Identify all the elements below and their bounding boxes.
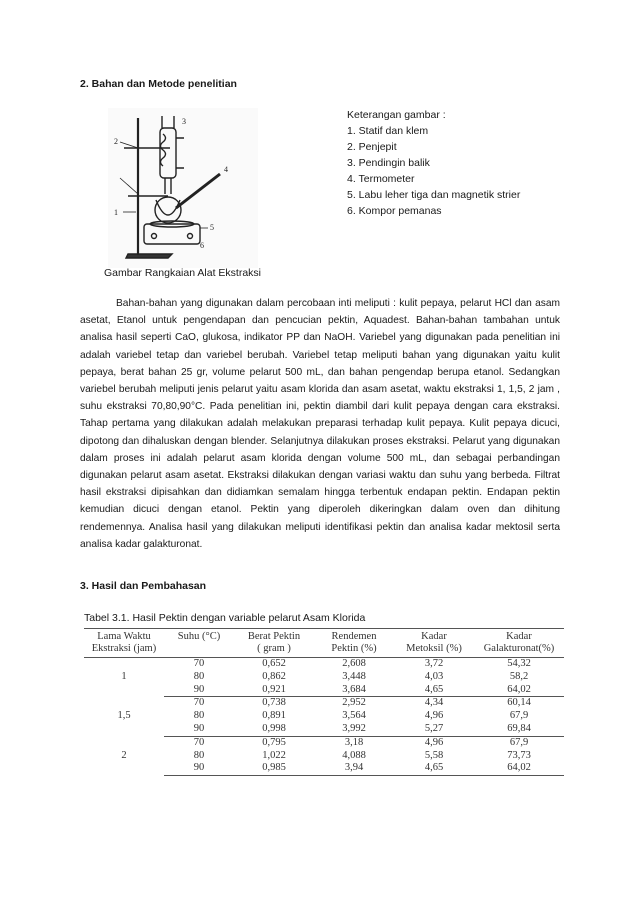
- header-methoxyl: Kadar Metoksil (%): [394, 629, 474, 658]
- cell-methoxyl: 4,03: [424, 670, 444, 682]
- cell-temp: 80: [193, 749, 205, 761]
- cell-galacturonic: 73,73: [507, 749, 531, 761]
- cell-methoxyl: 4,96: [424, 710, 444, 722]
- cell-weight: 0,985: [234, 762, 314, 775]
- table-row: [84, 658, 564, 671]
- figure-label-1: 1: [114, 208, 118, 217]
- legend-item: 4. Termometer: [347, 173, 415, 185]
- results-table: [84, 628, 564, 776]
- legend-item: 3. Pendingin balik: [347, 157, 430, 169]
- cell-yield: 3,94: [314, 762, 394, 775]
- legend-item: 2. Penjepit: [347, 141, 397, 153]
- cell-time: 2: [121, 749, 127, 761]
- header-temp: Suhu (°C): [164, 629, 234, 658]
- cell-weight: 0,891: [262, 710, 286, 722]
- figure-legend: [347, 107, 607, 219]
- cell-temp: 80: [193, 670, 205, 682]
- cell-methoxyl: 5,58: [424, 749, 444, 761]
- header-weight: Berat Pektin ( gram ): [234, 629, 314, 658]
- figure-label-5: 5: [210, 223, 214, 232]
- cell-temp: 70: [193, 658, 205, 669]
- figure-label-3: 3: [182, 117, 186, 126]
- table-row: [84, 697, 564, 710]
- cell-yield: 3,18: [344, 736, 364, 748]
- cell-galacturonic: 64,02: [474, 684, 564, 697]
- cell-weight: 0,795: [262, 736, 286, 748]
- cell-temp: 90: [164, 723, 234, 736]
- legend-item: 1. Statif dan klem: [347, 125, 429, 137]
- cell-temp: 80: [193, 710, 205, 722]
- cell-methoxyl: 4,34: [424, 697, 444, 709]
- figure-label-4: 4: [224, 165, 228, 174]
- section-heading-methods: 2. Bahan dan Metode penelitian: [80, 78, 237, 90]
- cell-weight: 0,652: [262, 658, 286, 669]
- cell-galacturonic: 67,9: [509, 710, 529, 722]
- cell-methoxyl: 3,72: [424, 658, 444, 669]
- cell-yield: 3,684: [314, 684, 394, 697]
- cell-temp: 70: [193, 697, 205, 709]
- cell-galacturonic: 54,32: [507, 658, 531, 669]
- cell-temp: 90: [164, 684, 234, 697]
- cell-temp: 70: [193, 736, 205, 748]
- header-galacturonic: Kadar Galakturonat(%): [474, 629, 564, 658]
- cell-galacturonic: 64,02: [474, 762, 564, 775]
- table-row: [84, 736, 564, 749]
- cell-weight: 0,921: [234, 684, 314, 697]
- section-heading-results: 3. Hasil dan Pembahasan: [80, 580, 207, 592]
- figure-label-6: 6: [200, 241, 204, 250]
- cell-temp: 90: [164, 762, 234, 775]
- cell-methoxyl: 5,27: [394, 723, 474, 736]
- figure-caption: Gambar Rangkaian Alat Ekstraksi: [104, 267, 261, 279]
- cell-yield: 4,088: [342, 749, 366, 761]
- cell-time: 1,5: [117, 710, 131, 722]
- figure-label-2: 2: [114, 137, 118, 146]
- cell-weight: 1,022: [262, 749, 286, 761]
- cell-time: 1: [121, 671, 127, 683]
- cell-yield: 2,952: [342, 697, 366, 709]
- table-header-row: [84, 629, 564, 658]
- cell-yield: 3,564: [342, 710, 366, 722]
- cell-yield: 3,992: [314, 723, 394, 736]
- cell-weight: 0,738: [262, 697, 286, 709]
- table-caption: Tabel 3.1. Hasil Pektin dengan variable pelarut Asam Klorida: [84, 612, 366, 624]
- legend-item: 6. Kompor pemanas: [347, 205, 442, 217]
- cell-yield: 2,608: [342, 658, 366, 669]
- legend-item: 5. Labu leher tiga dan magnetik strier: [347, 189, 521, 201]
- extraction-apparatus-figure: [108, 108, 258, 268]
- cell-galacturonic: 69,84: [474, 723, 564, 736]
- cell-galacturonic: 58,2: [509, 670, 529, 682]
- cell-galacturonic: 67,9: [509, 736, 529, 748]
- cell-methoxyl: 4,65: [394, 684, 474, 697]
- methods-paragraph: Bahan-bahan yang digunakan dalam percobaan inti meliputi : kulit pepaya, pelarut HCl dan asam asetat, Etanol untuk pengendapan dan pencucian pektin, Aquadest. Bahan-bahan tambahan untuk analisa hasil seperti CaO, glukosa, indikator PP dan NaOH. Variebel yang digunakan pada penelitian ini adalah variebel tetap dan variebel berubah. Variebel tetap meliputi bahan yang digunakan yaitu kulit pepaya, berat bahan 25 gr, volume pelarut 500 mL, dan bahan pengendap berupa etanol. Sedangkan variebel berubah meliputi jenis pelarut yaitu asam klorida dan asam asetat, waktu ekstraksi 1, 1,5, 2 jam , suhu ekstraksi 70,80,90°C. Pada penelitian ini, pektin diambil dari kulit pepaya dengan cara ekstraksi. Tahap pertama yang dilakukan adalah melakukan preparasi terhadap kulit pepaya. Kulit pepaya dicuci, dipotong dan dihaluskan dengan blender. Selanjutnya dilakukan proses ekstraksi. Pelarut yang digunakan dalam proses ini adalah pelarut asam klorida dengan volume 500 mL, dan sebagai perbandingan digunakan pelarut asam asetat. Ekstraksi dilakukan dengan variasi waktu dan suhu yang berbeda. Filtrat hasil ekstraksi dipisahkan dan didiamkan semalam hingga terbentuk endapan pektin. Endapan pektin kemudian dicuci dengan etanol. Pektin yang diperoleh dikeringkan dalam oven dan dihitung rendemennya. Analisa hasil yang dilakukan meliputi identifikasi pektin dan analisa kadar mektosil serta analisa kadar galakturonat.: [80, 298, 560, 550]
- legend-title: Keterangan gambar :: [347, 109, 446, 121]
- cell-weight: 0,862: [262, 670, 286, 682]
- cell-galacturonic: 60,14: [507, 697, 531, 709]
- header-yield: Rendemen Pektin (%): [314, 629, 394, 658]
- header-time: Lama Waktu Ekstraksi (jam): [84, 629, 164, 658]
- cell-yield: 3,448: [342, 670, 366, 682]
- cell-weight: 0,998: [234, 723, 314, 736]
- cell-methoxyl: 4,65: [394, 762, 474, 775]
- cell-methoxyl: 4,96: [424, 736, 444, 748]
